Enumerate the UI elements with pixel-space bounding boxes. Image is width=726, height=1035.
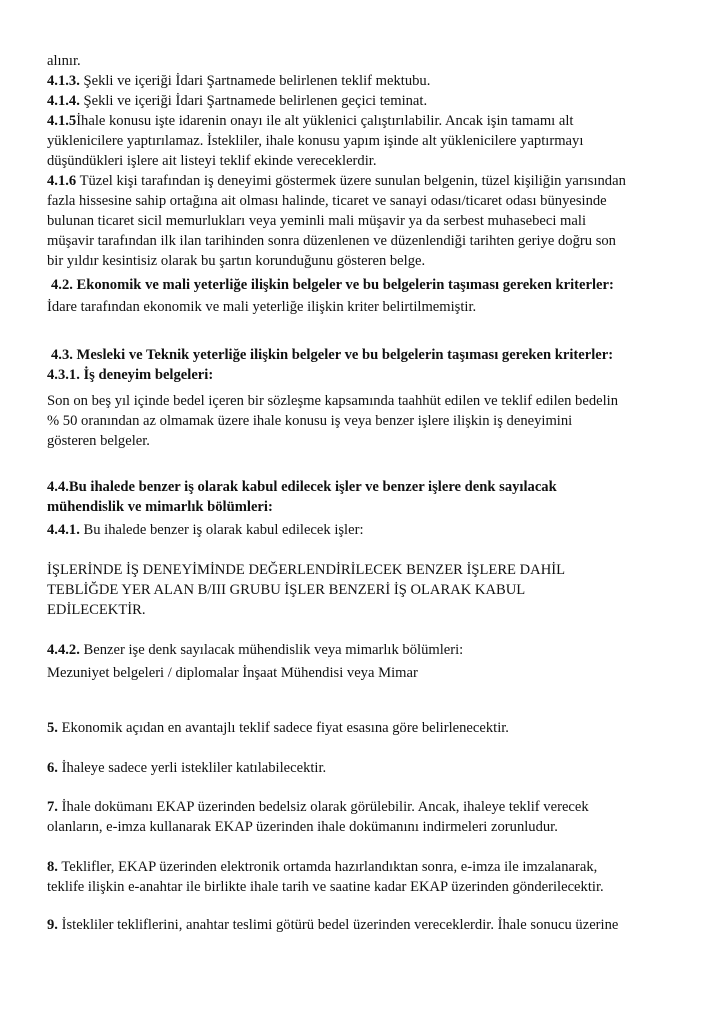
item-4-4-2 [47, 640, 687, 683]
item-4-4-1-number: 4.4.1. [47, 522, 80, 538]
item-4-1-5-line: İhale konusu işte idarenin onayı ile alt yüklenici çalıştırılabilir. Ancak işin tamamı alt [76, 113, 574, 129]
item-4-1-5-line: yüklenicilere yaptırılamaz. İstekliler, ihale konusu yapım işinde alt yüklenicilere yaptırmayı [47, 133, 584, 149]
item-4-1-4-text: Şekli ve içeriği İdari Şartnamede belirlenen geçici teminat. [79, 93, 428, 109]
item-4-4-2-number: 4.4.2. [47, 642, 80, 658]
section-4-2 [47, 275, 687, 317]
item-4-4-1-text: Bu ihalede benzer iş olarak kabul edilecek işler: [79, 522, 364, 538]
section-9-text: İstekliler tekliflerini, anahtar teslimi götürü bedel üzerinden vereceklerdir. İhale sonucu üzerine [57, 917, 619, 933]
item-4-4-2-text: Benzer işe denk sayılacak mühendislik veya mimarlık bölümleri: [79, 642, 464, 658]
section-8-line [47, 857, 687, 877]
section-4-3-1-heading: 4.3.1. İş deneyim belgeleri: [47, 367, 214, 383]
section-4-3-heading: 4.3. Mesleki ve Teknik yeterliğe ilişkin belgeler ve bu belgelerin taşıması gereken kriterler: [51, 347, 614, 363]
section-4-3 [47, 345, 687, 451]
item-4-1-6-line: fazla hissesine sahip ortağına ait olması halinde, ticaret ve sanayi odası/ticaret odası bünyesinde [47, 193, 607, 209]
section-4-3-1-line: Son on beş yıl içinde bedel içeren bir sözleşme kapsamında taahhüt edilen ve teklif edilen bedelin [47, 393, 619, 409]
section-4-4-heading-line: mühendislik ve mimarlık bölümleri: [47, 499, 273, 515]
section-4-3-1-line: gösteren belgeler. [47, 433, 150, 449]
section-8 [47, 857, 687, 897]
item-4-1-3 [47, 71, 687, 91]
section-8-line: teklife ilişkin e-anahtar ile birlikte ihale tarih ve saatine kadar EKAP üzerinden gönderilecektir. [47, 879, 604, 895]
section-7-text: İhale dokümanı EKAP üzerinden bedelsiz olarak görülebilir. Ancak, ihaleye teklif verecek [57, 799, 589, 815]
item-4-4-2-body: Mezuniyet belgeleri / diplomalar İnşaat Mühendisi veya Mimar [47, 665, 418, 681]
item-4-1-5 [47, 111, 687, 131]
section-6 [47, 758, 687, 778]
item-4-1-6-line: bulunan ticaret sicil memurlukları veya yeminli mali müşavir ya da serbest muhasebeci mali [47, 213, 586, 229]
item-4-1-5-line: düşündükleri işlere ait listeyi teklif ekinde vereceklerdir. [47, 153, 377, 169]
section-6-number: 6. [47, 760, 58, 776]
section-7-line [47, 797, 687, 817]
section-5-number: 5. [47, 720, 58, 736]
section-4-3-1-line: % 50 oranından az olmamak üzere ihale konusu iş veya benzer işlere ilişkin iş deneyimini [47, 413, 573, 429]
section-4-4-heading-line: 4.4.Bu ihalede benzer iş olarak kabul edilecek işler ve benzer işlere denk sayılacak [47, 479, 557, 495]
item-4-4-1-body-line: İŞLERİNDE İŞ DENEYİMİNDE DEĞERLENDİRİLECEK BENZER İŞLERE DAHİL [47, 562, 566, 578]
section-8-text: Teklifler, EKAP üzerinden elektronik ortamda hazırlandıktan sonra, e-imza ile imzalanarak, [57, 859, 598, 875]
section-6-line [47, 758, 687, 778]
item-4-4-1-body-line: EDİLECEKTİR. [47, 602, 146, 618]
section-4-4 [47, 477, 687, 540]
item-4-1-5-number: 4.1.5 [47, 113, 77, 129]
item-4-4-1 [47, 520, 687, 540]
section-7-line: olanların, e-imza kullanarak EKAP üzerinden ihale dokümanını indirmeleri zorunludur. [47, 819, 558, 835]
section-4-2-heading: 4.2. Ekonomik ve mali yeterliğe ilişkin belgeler ve bu belgelerin taşıması gereken kriterler: [51, 277, 614, 293]
top-fragment: alınır. [47, 53, 81, 69]
section-7-number: 7. [47, 799, 58, 815]
item-4-1-3-text: Şekli ve içeriği İdari Şartnamede belirlenen teklif mektubu. [79, 73, 431, 89]
section-5-text: Ekonomik açıdan en avantajlı teklif sadece fiyat esasına göre belirlenecektir. [57, 720, 509, 736]
item-4-4-1-body-line: TEBLİĞDE YER ALAN B/III GRUBU İŞLER BENZERİ İŞ OLARAK KABUL [47, 582, 526, 598]
section-9-number: 9. [47, 917, 58, 933]
section-9 [47, 915, 687, 935]
item-4-1-3-number: 4.1.3. [47, 73, 80, 89]
item-4-1-6 [47, 171, 687, 191]
section-5-line [47, 718, 687, 738]
item-4-1-6-number: 4.1.6 [47, 173, 77, 189]
item-4-1-6-line: Tüzel kişi tarafından iş deneyimi göstermek üzere sunulan belgenin, tüzel kişiliğin yarısından [76, 173, 626, 189]
section-8-number: 8. [47, 859, 58, 875]
item-4-1-4 [47, 91, 687, 111]
section-9-line [47, 915, 687, 935]
section-4-2-text: İdare tarafından ekonomik ve mali yeterliğe ilişkin kriter belirtilmemiştir. [47, 299, 477, 315]
item-4-1-6-line: müşavir tarafından ilk ilan tarihinden sonra düzenlenen ve düzenlendiği tarihten geriye doğru son [47, 233, 616, 249]
item-4-4-2-line [47, 640, 687, 660]
item-4-4-1-body [47, 560, 687, 620]
item-4-1-4-number: 4.1.4. [47, 93, 80, 109]
section-7 [47, 797, 687, 837]
section-5 [47, 718, 687, 738]
item-4-1-6-line: bir yıldır kesintisiz olarak bu şartın korunduğunu gösteren belge. [47, 253, 426, 269]
section-4-1-continuation [47, 51, 687, 271]
section-6-text: İhaleye sadece yerli istekliler katılabilecektir. [57, 760, 327, 776]
